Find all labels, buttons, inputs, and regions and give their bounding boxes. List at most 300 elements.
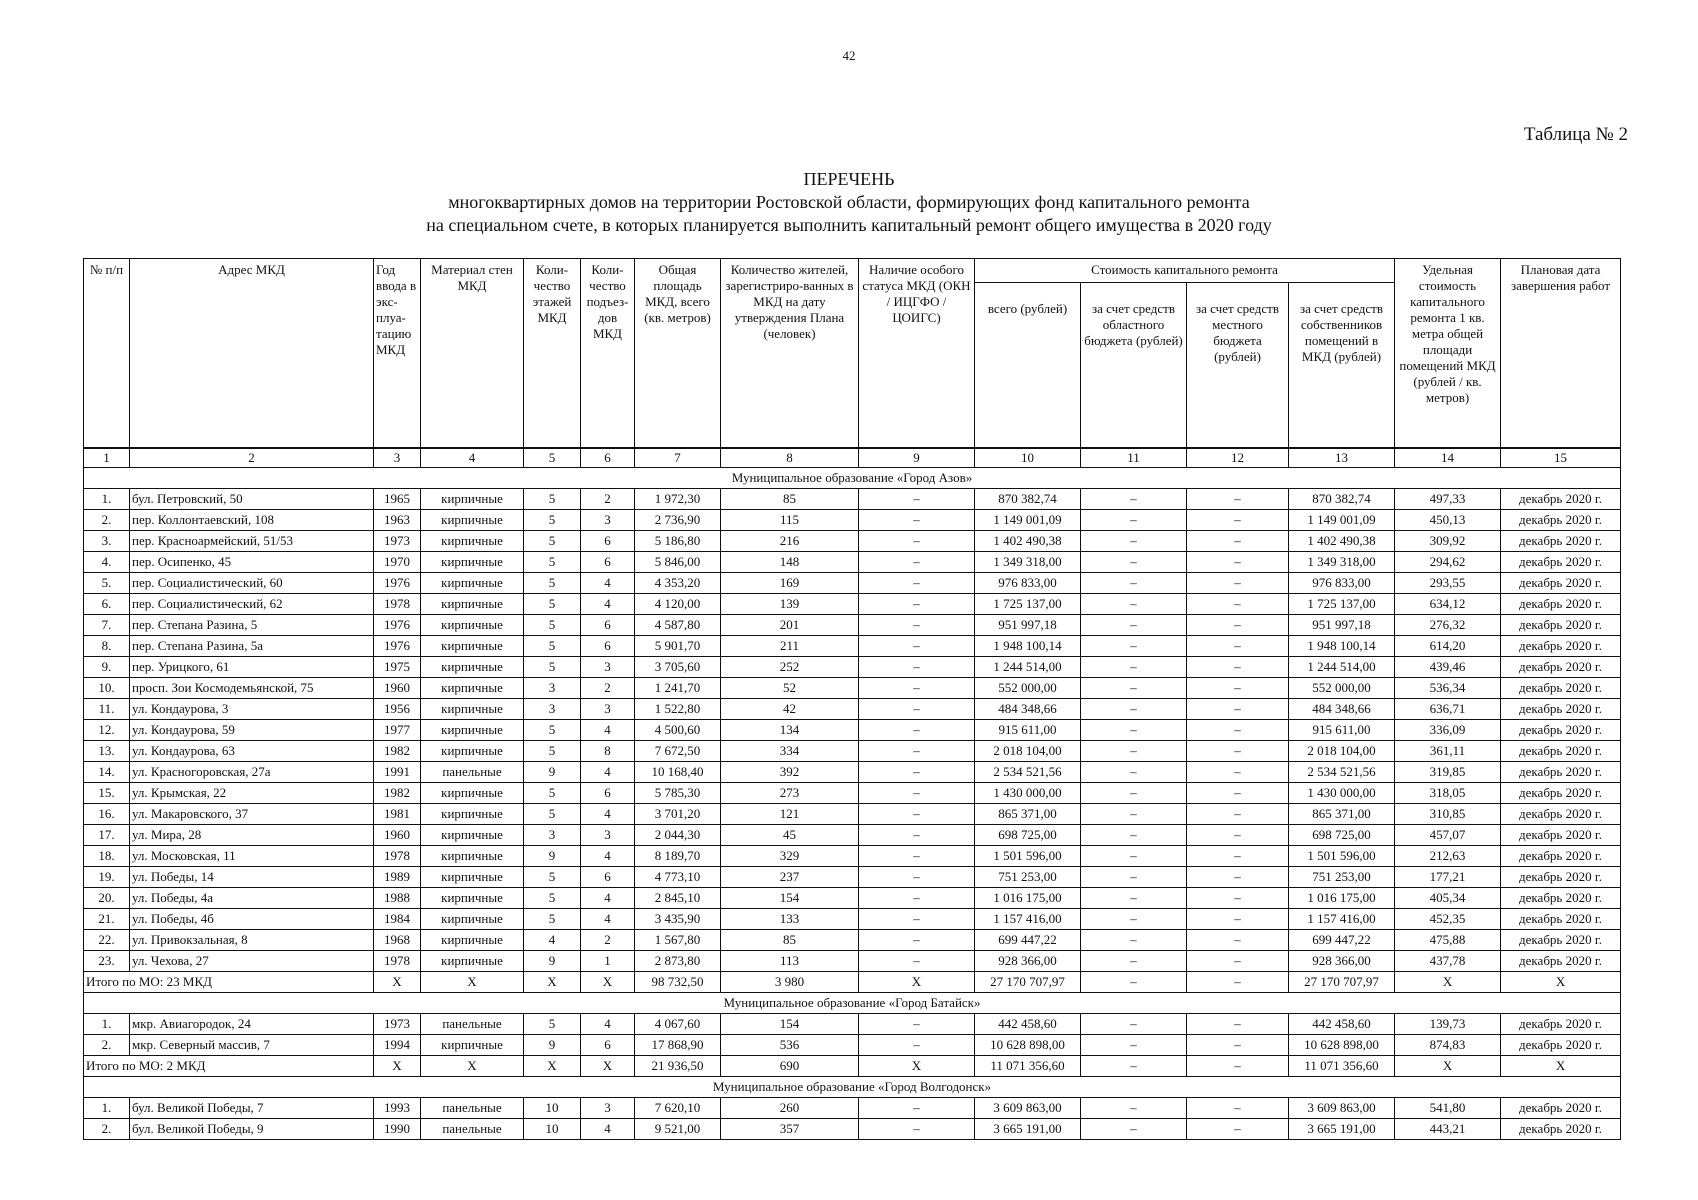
table-row xyxy=(84,951,1621,972)
cell-cost-local: – xyxy=(1187,867,1289,888)
total-label: Итого по МО: 2 МКД xyxy=(84,1056,374,1077)
cell-entrances: 4 xyxy=(581,594,635,615)
cell-residents: 42 xyxy=(721,699,859,720)
cell-row-index: 1. xyxy=(84,489,130,510)
cell-cost-regional: – xyxy=(1081,909,1187,930)
col-header-material: Материал стен МКД xyxy=(421,259,524,449)
cell-residents: 237 xyxy=(721,867,859,888)
cell-address: ул. Мира, 28 xyxy=(130,825,374,846)
cell-floors: 5 xyxy=(524,783,581,804)
cell-address: пер. Степана Разина, 5а xyxy=(130,636,374,657)
column-number: 11 xyxy=(1081,448,1187,468)
cell-residents: 216 xyxy=(721,531,859,552)
cell-cost-total: 3 665 191,00 xyxy=(975,1119,1081,1140)
cell-cost-regional: – xyxy=(1081,825,1187,846)
table-row xyxy=(84,552,1621,573)
cell-residents: 329 xyxy=(721,846,859,867)
cell-unit-cost: 497,33 xyxy=(1395,489,1501,510)
table-row xyxy=(84,741,1621,762)
cell-entrances: 3 xyxy=(581,657,635,678)
cell-row-index: 14. xyxy=(84,762,130,783)
cell-cost-owners: 442 458,60 xyxy=(1289,1014,1395,1035)
cell-total-area: 9 521,00 xyxy=(635,1119,721,1140)
col-header-floors: Коли-чество этажей МКД xyxy=(524,259,581,449)
table-row xyxy=(84,489,1621,510)
cell-cost-local: – xyxy=(1187,1014,1289,1035)
cell-special-status: – xyxy=(859,951,975,972)
cell-special-status: – xyxy=(859,825,975,846)
cell-address: ул. Красногоровская, 27а xyxy=(130,762,374,783)
cell-entrances: 8 xyxy=(581,741,635,762)
cell-address: пер. Осипенко, 45 xyxy=(130,552,374,573)
cell-floors: 5 xyxy=(524,510,581,531)
cell-residents: 45 xyxy=(721,825,859,846)
cell-unit-cost: 439,46 xyxy=(1395,657,1501,678)
cell-total-area: 5 846,00 xyxy=(635,552,721,573)
cell-cost-regional: – xyxy=(1081,720,1187,741)
cell-wall-material: кирпичные xyxy=(421,678,524,699)
cell-total-area: 4 587,80 xyxy=(635,615,721,636)
cell-entrances: 4 xyxy=(581,762,635,783)
cell-cost-regional: – xyxy=(1081,615,1187,636)
cell-cost-owners: 3 665 191,00 xyxy=(1289,1119,1395,1140)
cell-cost-local: – xyxy=(1187,1119,1289,1140)
cell-cost-local: – xyxy=(1187,930,1289,951)
cell-cost-local: – xyxy=(1187,678,1289,699)
cell-total-area: 3 701,20 xyxy=(635,804,721,825)
cell-cost-regional: – xyxy=(1081,888,1187,909)
cell-wall-material: кирпичные xyxy=(421,888,524,909)
cell-total-area: 1 522,80 xyxy=(635,699,721,720)
cell-floors: 9 xyxy=(524,951,581,972)
cell-year-built: 1963 xyxy=(374,510,421,531)
cell-year-built: 1982 xyxy=(374,741,421,762)
cell-total-area: 7 672,50 xyxy=(635,741,721,762)
column-number: 8 xyxy=(721,448,859,468)
cell-residents: 134 xyxy=(721,720,859,741)
cell-total-area: 4 500,60 xyxy=(635,720,721,741)
col-header-unit-cost: Удельная стоимость капитального ремонта 1 кв. метра общей площади помещений МКД (рублей / кв. метров) xyxy=(1395,259,1501,449)
cell-cost-total: 1 149 001,09 xyxy=(975,510,1081,531)
cell-row-index: 11. xyxy=(84,699,130,720)
cell-cost-regional: – xyxy=(1081,1014,1187,1035)
cell-year-built: 1989 xyxy=(374,867,421,888)
cell-cost-local: – xyxy=(1187,720,1289,741)
cell-floors: 9 xyxy=(524,1035,581,1056)
cell-total-area: 17 868,90 xyxy=(635,1035,721,1056)
cell-cost-regional: – xyxy=(1081,657,1187,678)
cell-wall-material: кирпичные xyxy=(421,846,524,867)
cell-special-status: – xyxy=(859,1119,975,1140)
column-number: 6 xyxy=(581,448,635,468)
table-row xyxy=(84,867,1621,888)
cell-address: бул. Великой Победы, 7 xyxy=(130,1098,374,1119)
cell-floors: 4 xyxy=(524,930,581,951)
cell-year-built: 1975 xyxy=(374,657,421,678)
cell-residents: 211 xyxy=(721,636,859,657)
cell-residents: 260 xyxy=(721,1098,859,1119)
cell-wall-material: кирпичные xyxy=(421,531,524,552)
col-header-entrances: Коли-чество подъез-дов МКД xyxy=(581,259,635,449)
cell-unit-cost: 475,88 xyxy=(1395,930,1501,951)
cell-special-status: – xyxy=(859,741,975,762)
cell-entrances: 2 xyxy=(581,930,635,951)
cell-address: ул. Победы, 14 xyxy=(130,867,374,888)
cell-floors: 3 xyxy=(524,825,581,846)
cell-floors: 10 xyxy=(524,1098,581,1119)
cell-address: ул. Крымская, 22 xyxy=(130,783,374,804)
cell-floors: 9 xyxy=(524,846,581,867)
cell-entrances: 2 xyxy=(581,678,635,699)
cell-completion-date: декабрь 2020 г. xyxy=(1501,951,1621,972)
cell-cost-regional: – xyxy=(1081,930,1187,951)
col-header-cost-group: Стоимость капитального ремонта xyxy=(975,259,1395,283)
table-row xyxy=(84,846,1621,867)
cell-year-built: 1976 xyxy=(374,615,421,636)
cell-total-area: 4 120,00 xyxy=(635,594,721,615)
document-heading xyxy=(0,168,1698,237)
cell-cost-regional: – xyxy=(1081,1119,1187,1140)
cell-floors: 5 xyxy=(524,909,581,930)
cell-cost-owners: 1 402 490,38 xyxy=(1289,531,1395,552)
cell-cost-owners: 484 348,66 xyxy=(1289,699,1395,720)
cell-address: пер. Социалистический, 62 xyxy=(130,594,374,615)
table-row xyxy=(84,804,1621,825)
cell-entrances: 3 xyxy=(581,699,635,720)
cell-unit-cost: 452,35 xyxy=(1395,909,1501,930)
total-cell: X xyxy=(524,1056,581,1077)
cell-cost-total: 1 157 416,00 xyxy=(975,909,1081,930)
cell-entrances: 4 xyxy=(581,1119,635,1140)
cell-cost-owners: 1 349 318,00 xyxy=(1289,552,1395,573)
cell-total-area: 5 901,70 xyxy=(635,636,721,657)
cell-total-area: 10 168,40 xyxy=(635,762,721,783)
cell-cost-owners: 1 149 001,09 xyxy=(1289,510,1395,531)
cell-unit-cost: 276,32 xyxy=(1395,615,1501,636)
cell-residents: 273 xyxy=(721,783,859,804)
cell-floors: 5 xyxy=(524,615,581,636)
cell-cost-owners: 1 948 100,14 xyxy=(1289,636,1395,657)
cell-floors: 5 xyxy=(524,594,581,615)
column-number: 14 xyxy=(1395,448,1501,468)
cell-year-built: 1984 xyxy=(374,909,421,930)
cell-cost-local: – xyxy=(1187,846,1289,867)
cell-year-built: 1994 xyxy=(374,1035,421,1056)
cell-wall-material: кирпичные xyxy=(421,699,524,720)
cell-wall-material: кирпичные xyxy=(421,741,524,762)
cell-residents: 85 xyxy=(721,489,859,510)
total-cell: X xyxy=(581,1056,635,1077)
cell-cost-total: 1 501 596,00 xyxy=(975,846,1081,867)
cell-cost-total: 1 349 318,00 xyxy=(975,552,1081,573)
cell-floors: 3 xyxy=(524,699,581,720)
cell-floors: 5 xyxy=(524,573,581,594)
cell-special-status: – xyxy=(859,846,975,867)
cell-floors: 5 xyxy=(524,1014,581,1035)
cell-wall-material: кирпичные xyxy=(421,510,524,531)
cell-unit-cost: 437,78 xyxy=(1395,951,1501,972)
cell-completion-date: декабрь 2020 г. xyxy=(1501,510,1621,531)
total-cell: X xyxy=(524,972,581,993)
cell-cost-total: 484 348,66 xyxy=(975,699,1081,720)
cell-address: пер. Коллонтаевский, 108 xyxy=(130,510,374,531)
cell-completion-date: декабрь 2020 г. xyxy=(1501,657,1621,678)
cell-unit-cost: 318,05 xyxy=(1395,783,1501,804)
total-cell: X xyxy=(374,972,421,993)
cell-address: бул. Великой Победы, 9 xyxy=(130,1119,374,1140)
cell-wall-material: кирпичные xyxy=(421,720,524,741)
col-header-residents: Количество жителей, зарегистриро-ванных в МКД на дату утверждения Плана (человек) xyxy=(721,259,859,449)
cell-year-built: 1977 xyxy=(374,720,421,741)
column-number: 13 xyxy=(1289,448,1395,468)
cell-cost-local: – xyxy=(1187,783,1289,804)
cell-cost-owners: 951 997,18 xyxy=(1289,615,1395,636)
table-row xyxy=(84,1098,1621,1119)
cell-address: пер. Красноармейский, 51/53 xyxy=(130,531,374,552)
cell-entrances: 6 xyxy=(581,867,635,888)
cell-row-index: 18. xyxy=(84,846,130,867)
cell-special-status: – xyxy=(859,1035,975,1056)
column-number: 1 xyxy=(84,448,130,468)
cell-special-status: – xyxy=(859,636,975,657)
cell-cost-total: 976 833,00 xyxy=(975,573,1081,594)
table-row xyxy=(84,909,1621,930)
cell-floors: 5 xyxy=(524,867,581,888)
total-label: Итого по МО: 23 МКД xyxy=(84,972,374,993)
cell-cost-total: 865 371,00 xyxy=(975,804,1081,825)
cell-entrances: 3 xyxy=(581,510,635,531)
cell-cost-regional: – xyxy=(1081,636,1187,657)
total-cell: 11 071 356,60 xyxy=(1289,1056,1395,1077)
cell-entrances: 6 xyxy=(581,1035,635,1056)
cell-cost-total: 928 366,00 xyxy=(975,951,1081,972)
cell-special-status: – xyxy=(859,552,975,573)
cell-entrances: 4 xyxy=(581,720,635,741)
cell-cost-total: 1 948 100,14 xyxy=(975,636,1081,657)
col-header-area: Общая площадь МКД, всего (кв. метров) xyxy=(635,259,721,449)
cell-special-status: – xyxy=(859,573,975,594)
cell-unit-cost: 536,34 xyxy=(1395,678,1501,699)
cell-residents: 154 xyxy=(721,1014,859,1035)
cell-address: ул. Кондаурова, 63 xyxy=(130,741,374,762)
cell-cost-regional: – xyxy=(1081,867,1187,888)
cell-address: мкр. Северный массив, 7 xyxy=(130,1035,374,1056)
cell-unit-cost: 405,34 xyxy=(1395,888,1501,909)
cell-total-area: 4 067,60 xyxy=(635,1014,721,1035)
cell-cost-owners: 915 611,00 xyxy=(1289,720,1395,741)
table-row xyxy=(84,615,1621,636)
cell-total-area: 8 189,70 xyxy=(635,846,721,867)
cell-address: ул. Победы, 4б xyxy=(130,909,374,930)
cell-row-index: 5. xyxy=(84,573,130,594)
cell-row-index: 2. xyxy=(84,510,130,531)
total-cell: X xyxy=(581,972,635,993)
total-row xyxy=(84,972,1621,993)
cell-floors: 5 xyxy=(524,531,581,552)
cell-completion-date: декабрь 2020 г. xyxy=(1501,804,1621,825)
cell-cost-owners: 699 447,22 xyxy=(1289,930,1395,951)
cell-cost-local: – xyxy=(1187,1098,1289,1119)
cell-special-status: – xyxy=(859,1014,975,1035)
cell-wall-material: панельные xyxy=(421,762,524,783)
cell-completion-date: декабрь 2020 г. xyxy=(1501,1014,1621,1035)
table-row xyxy=(84,510,1621,531)
cell-cost-regional: – xyxy=(1081,741,1187,762)
col-header-cost-total: всего (рублей) xyxy=(975,283,1081,449)
cell-cost-local: – xyxy=(1187,594,1289,615)
cell-cost-total: 10 628 898,00 xyxy=(975,1035,1081,1056)
cell-row-index: 10. xyxy=(84,678,130,699)
cell-total-area: 4 773,10 xyxy=(635,867,721,888)
cell-special-status: – xyxy=(859,699,975,720)
cell-completion-date: декабрь 2020 г. xyxy=(1501,1098,1621,1119)
cell-completion-date: декабрь 2020 г. xyxy=(1501,678,1621,699)
cell-year-built: 1978 xyxy=(374,594,421,615)
cell-cost-owners: 1 016 175,00 xyxy=(1289,888,1395,909)
cell-special-status: – xyxy=(859,594,975,615)
cell-cost-owners: 698 725,00 xyxy=(1289,825,1395,846)
cell-cost-regional: – xyxy=(1081,678,1187,699)
total-cell: X xyxy=(1395,972,1501,993)
cell-special-status: – xyxy=(859,657,975,678)
cell-year-built: 1965 xyxy=(374,489,421,510)
cell-row-index: 13. xyxy=(84,741,130,762)
cell-wall-material: кирпичные xyxy=(421,594,524,615)
cell-cost-regional: – xyxy=(1081,1098,1187,1119)
total-cell: 27 170 707,97 xyxy=(1289,972,1395,993)
cell-cost-owners: 976 833,00 xyxy=(1289,573,1395,594)
cell-special-status: – xyxy=(859,783,975,804)
cell-row-index: 7. xyxy=(84,615,130,636)
table-row xyxy=(84,636,1621,657)
cell-completion-date: декабрь 2020 г. xyxy=(1501,741,1621,762)
cell-cost-local: – xyxy=(1187,552,1289,573)
total-cell: – xyxy=(1187,972,1289,993)
table-row xyxy=(84,531,1621,552)
cell-special-status: – xyxy=(859,804,975,825)
cell-cost-regional: – xyxy=(1081,489,1187,510)
cell-special-status: – xyxy=(859,615,975,636)
col-header-cost-owners: за счет средств собственников помещений в МКД (рублей) xyxy=(1289,283,1395,449)
table-row xyxy=(84,825,1621,846)
cell-entrances: 4 xyxy=(581,1014,635,1035)
cell-unit-cost: 614,20 xyxy=(1395,636,1501,657)
cell-cost-total: 2 534 521,56 xyxy=(975,762,1081,783)
cell-cost-total: 870 382,74 xyxy=(975,489,1081,510)
cell-row-index: 2. xyxy=(84,1119,130,1140)
cell-floors: 5 xyxy=(524,888,581,909)
cell-unit-cost: 294,62 xyxy=(1395,552,1501,573)
cell-cost-owners: 928 366,00 xyxy=(1289,951,1395,972)
section-title-row xyxy=(84,993,1621,1014)
cell-residents: 536 xyxy=(721,1035,859,1056)
cell-residents: 85 xyxy=(721,930,859,951)
cell-special-status: – xyxy=(859,909,975,930)
cell-cost-total: 1 430 000,00 xyxy=(975,783,1081,804)
cell-wall-material: кирпичные xyxy=(421,1035,524,1056)
total-cell: 3 980 xyxy=(721,972,859,993)
cell-cost-total: 699 447,22 xyxy=(975,930,1081,951)
cell-residents: 148 xyxy=(721,552,859,573)
cell-cost-total: 698 725,00 xyxy=(975,825,1081,846)
cell-cost-local: – xyxy=(1187,699,1289,720)
cell-row-index: 1. xyxy=(84,1014,130,1035)
cell-address: просп. Зои Космодемьянской, 75 xyxy=(130,678,374,699)
table-row xyxy=(84,783,1621,804)
cell-floors: 5 xyxy=(524,804,581,825)
cell-completion-date: декабрь 2020 г. xyxy=(1501,615,1621,636)
total-cell: X xyxy=(859,1056,975,1077)
cell-entrances: 6 xyxy=(581,615,635,636)
cell-unit-cost: 361,11 xyxy=(1395,741,1501,762)
cell-cost-local: – xyxy=(1187,825,1289,846)
cell-unit-cost: 634,12 xyxy=(1395,594,1501,615)
cell-cost-owners: 865 371,00 xyxy=(1289,804,1395,825)
cell-address: пер. Социалистический, 60 xyxy=(130,573,374,594)
cell-total-area: 5 186,80 xyxy=(635,531,721,552)
total-cell: X xyxy=(421,1056,524,1077)
cell-row-index: 23. xyxy=(84,951,130,972)
cell-total-area: 1 567,80 xyxy=(635,930,721,951)
cell-floors: 5 xyxy=(524,720,581,741)
cell-completion-date: декабрь 2020 г. xyxy=(1501,1035,1621,1056)
cell-special-status: – xyxy=(859,930,975,951)
cell-cost-regional: – xyxy=(1081,594,1187,615)
cell-year-built: 1970 xyxy=(374,552,421,573)
cell-row-index: 2. xyxy=(84,1035,130,1056)
cell-residents: 252 xyxy=(721,657,859,678)
cell-completion-date: декабрь 2020 г. xyxy=(1501,867,1621,888)
housing-repair-table xyxy=(83,258,1621,1140)
table-row xyxy=(84,1035,1621,1056)
total-cell: X xyxy=(1395,1056,1501,1077)
col-header-cost-local: за счет средств местного бюджета (рублей) xyxy=(1187,283,1289,449)
table-label: Таблица № 2 xyxy=(1523,124,1628,145)
cell-cost-total: 951 997,18 xyxy=(975,615,1081,636)
section-title: Муниципальное образование «Город Батайск» xyxy=(84,993,1621,1014)
cell-wall-material: кирпичные xyxy=(421,615,524,636)
cell-cost-owners: 751 253,00 xyxy=(1289,867,1395,888)
column-number: 15 xyxy=(1501,448,1621,468)
cell-entrances: 2 xyxy=(581,489,635,510)
cell-address: ул. Макаровского, 37 xyxy=(130,804,374,825)
cell-unit-cost: 541,80 xyxy=(1395,1098,1501,1119)
cell-wall-material: панельные xyxy=(421,1014,524,1035)
cell-unit-cost: 319,85 xyxy=(1395,762,1501,783)
table-body xyxy=(84,468,1621,1140)
cell-cost-total: 1 725 137,00 xyxy=(975,594,1081,615)
cell-total-area: 5 785,30 xyxy=(635,783,721,804)
cell-cost-total: 1 016 175,00 xyxy=(975,888,1081,909)
table-header xyxy=(84,259,1621,468)
cell-unit-cost: 309,92 xyxy=(1395,531,1501,552)
section-title: Муниципальное образование «Город Азов» xyxy=(84,468,1621,489)
cell-cost-regional: – xyxy=(1081,552,1187,573)
cell-special-status: – xyxy=(859,510,975,531)
cell-address: мкр. Авиагородок, 24 xyxy=(130,1014,374,1035)
cell-year-built: 1976 xyxy=(374,636,421,657)
cell-address: ул. Московская, 11 xyxy=(130,846,374,867)
cell-special-status: – xyxy=(859,678,975,699)
cell-wall-material: кирпичные xyxy=(421,657,524,678)
cell-residents: 201 xyxy=(721,615,859,636)
cell-total-area: 4 353,20 xyxy=(635,573,721,594)
cell-year-built: 1993 xyxy=(374,1098,421,1119)
cell-address: ул. Чехова, 27 xyxy=(130,951,374,972)
cell-row-index: 20. xyxy=(84,888,130,909)
cell-completion-date: декабрь 2020 г. xyxy=(1501,825,1621,846)
cell-cost-local: – xyxy=(1187,573,1289,594)
